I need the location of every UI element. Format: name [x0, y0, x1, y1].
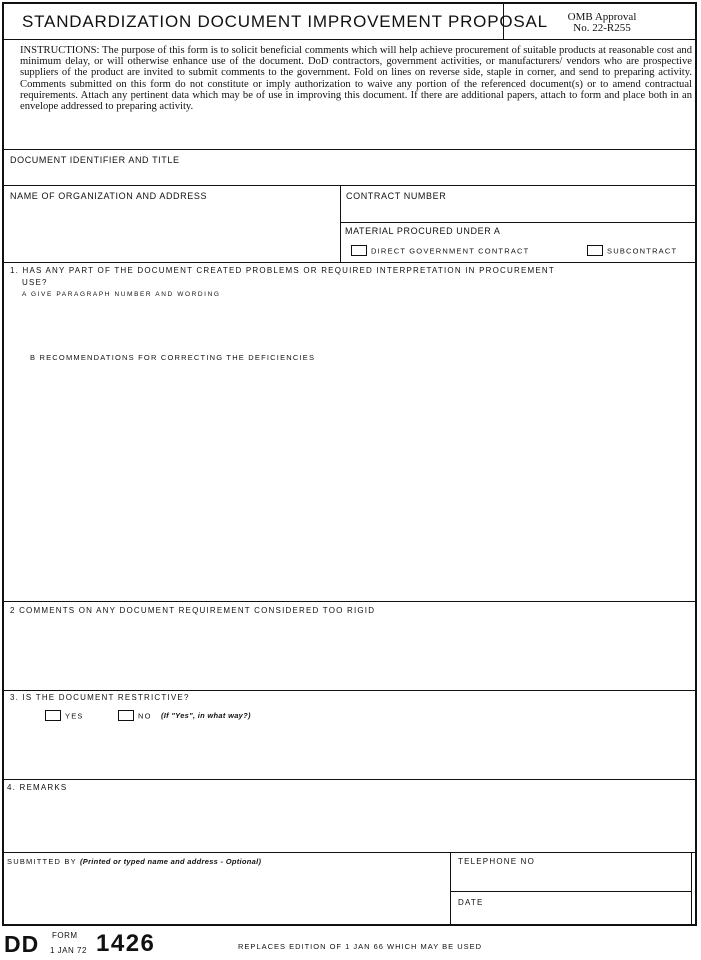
- form-dd-label: DD: [4, 931, 40, 957]
- organization-label: NAME OF ORGANIZATION AND ADDRESS: [10, 191, 208, 201]
- divider: [450, 852, 451, 924]
- subcontract-checkbox[interactable]: [587, 245, 603, 256]
- direct-contract-checkbox[interactable]: [351, 245, 367, 256]
- yes-option[interactable]: [45, 711, 84, 722]
- omb-approval-number: No. 22-R255: [573, 22, 631, 34]
- remarks-label: 4. REMARKS: [7, 783, 68, 792]
- divider: [4, 39, 695, 40]
- question-2-section[interactable]: [4, 602, 695, 690]
- document-identifier-label: DOCUMENT IDENTIFIER AND TITLE: [10, 155, 180, 165]
- subcontract-label: SUBCONTRACT: [607, 246, 678, 256]
- yes-label: YES: [65, 711, 84, 721]
- question-1a-label: A GIVE PARAGRAPH NUMBER AND WORDING: [22, 291, 221, 298]
- divider: [503, 4, 504, 40]
- telephone-field[interactable]: [452, 853, 691, 891]
- contract-number-field[interactable]: [342, 186, 695, 222]
- direct-contract-option[interactable]: [351, 246, 529, 257]
- contract-number-label: CONTRACT NUMBER: [346, 191, 447, 201]
- direct-contract-label: DIRECT GOVERNMENT CONTRACT: [371, 246, 530, 256]
- question-1-continuation: USE?: [22, 278, 48, 287]
- form-frame: [2, 2, 697, 926]
- no-label: NO: [138, 711, 152, 721]
- organization-address-field[interactable]: [4, 186, 340, 263]
- submitted-by-note: (Printed or typed name and address - Optional): [79, 857, 262, 866]
- replaces-note: REPLACES EDITION OF 1 JAN 66 WHICH MAY BE USED: [238, 942, 483, 951]
- no-checkbox[interactable]: [118, 710, 134, 721]
- question-1-label: 1. HAS ANY PART OF THE DOCUMENT CREATED PROBLEMS OR REQUIRED INTERPRETATION IN PROCUREMENT: [10, 266, 555, 275]
- question-3-note: (If "Yes", in what way?): [160, 711, 251, 721]
- subcontract-option[interactable]: [587, 246, 677, 257]
- question-2-label: 2 COMMENTS ON ANY DOCUMENT REQUIREMENT CONSIDERED TOO RIGID: [10, 606, 376, 615]
- omb-approval-line1: OMB Approval: [567, 11, 637, 23]
- question-1b-label: B RECOMMENDATIONS FOR CORRECTING THE DEFICIENCIES: [30, 353, 316, 362]
- instructions-text: INSTRUCTIONS: The purpose of this form is to solicit beneficial comments which will help achieve procurement of suitable products at reasonable cost and minimum delay, or will otherwise enhance use of the document. DoD contractors, government activities, or manufacturers/ vendors who are prospective suppliers of the product are invited to submit comments to the government. Fold on lines on reverse side, staple in corner, and send to preparing activity. Comments submitted on this form do not constitute or imply authorization to waive any portion of the referenced document(s) or to amend contractual requirements. Attach any pertinent data which may be of use in improving this document. If there are additional papers, attach to form and place both in an envelope addressed to preparing activity.: [20, 45, 692, 113]
- material-procured-label: MATERIAL PROCURED UNDER A: [345, 226, 501, 236]
- remarks-section[interactable]: [4, 780, 695, 852]
- divider: [691, 852, 692, 924]
- divider: [340, 185, 341, 262]
- question-3-label: 3. IS THE DOCUMENT RESTRICTIVE?: [10, 693, 190, 702]
- document-identifier-field[interactable]: [4, 150, 695, 185]
- form-label: FORM: [52, 931, 78, 940]
- omb-approval: [505, 4, 699, 40]
- form-number: 1426: [96, 930, 156, 957]
- form-title: STANDARDIZATION DOCUMENT IMPROVEMENT PROPOSAL: [22, 12, 548, 31]
- no-option[interactable]: [118, 711, 251, 722]
- yes-checkbox[interactable]: [45, 710, 61, 721]
- date-field[interactable]: [452, 892, 691, 924]
- divider: [340, 222, 695, 223]
- submitted-by-title: SUBMITTED BY: [7, 857, 77, 866]
- submitted-by-field[interactable]: [4, 853, 450, 924]
- date-label: DATE: [458, 898, 484, 907]
- question-1-section[interactable]: [4, 263, 695, 601]
- question-3-section[interactable]: [4, 691, 695, 779]
- submitted-by-label: [7, 857, 261, 866]
- form-date: 1 JAN 72: [50, 946, 87, 955]
- telephone-label: TELEPHONE NO: [458, 857, 536, 866]
- form-footer: [2, 928, 697, 958]
